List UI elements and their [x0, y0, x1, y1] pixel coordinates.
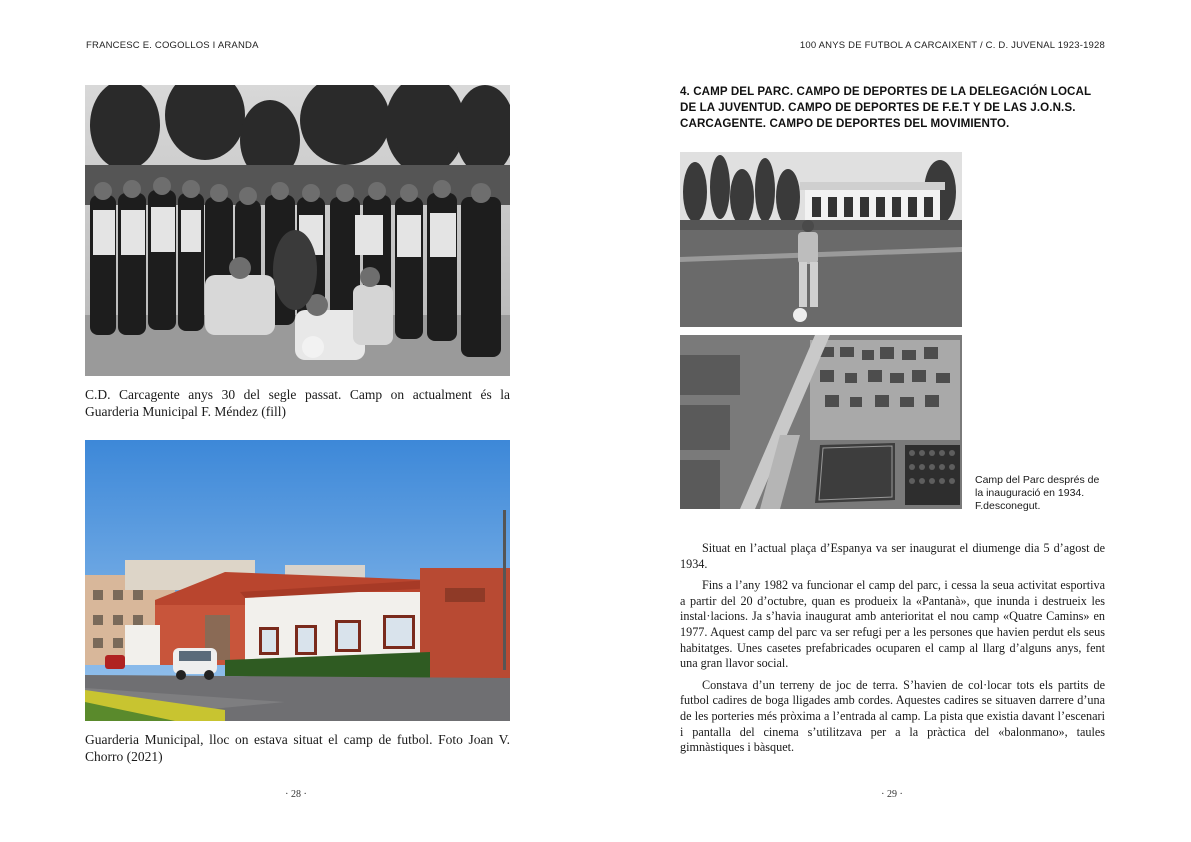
- team-photo-image: [85, 85, 510, 376]
- guarderia-photo-caption: Guarderia Municipal, lloc on estava situat el camp de futbol. Foto Joan V. Chorro (2021): [85, 732, 510, 764]
- paragraph-2: Fins a l’any 1982 va funcionar el camp del parc, i cessa la seua activitat esportiva a partir del 20 d’octubre, quan es produeix la «Pantanà», que inunda i destrueix les instal·lacions. Ja s’havia inaugurat amb anterioritat el nou camp «Quatre Camins» en 1977. Aquest camp del parc va ser refugi per a les persones que havien perdut els seus habitatges. Unes casetes prefabricades ocuparen el camp al llarg d’alguns anys, fent una gran llavor social.: [680, 578, 1105, 671]
- page-number-right: · 29 ·: [881, 789, 903, 800]
- paragraph-3: Constava d’un terreny de joc de terra. S’havien de col·locar tots els partits de futbol cadires de boga lligades amb cordes. Aquestes cadires se situaven darrere d’una de les porteries més pròxima a l’entrada al camp. La pista que existia davant l’escenari i pantalla del cinema s’utilitzava per a la pràctica del «balonmano», taules gimnàstiques i bàsquet.: [680, 677, 1105, 755]
- goalkeeper-photo-image: [680, 152, 962, 327]
- paragraph-1: Situat en l’actual plaça d’Espanya va ser inaugurat el diumenge dia 5 d’agost de 1934.: [680, 541, 1105, 571]
- goalkeeper-photo: [680, 152, 962, 327]
- section-title: 4. CAMP DEL PARC. CAMPO DE DEPORTES DE LA DELEGACIÓN LOCAL DE LA JUVENTUD. CAMPO DE DEPORTES DE F.E.T Y DE LAS J.O.N.S. CARCAGENTE. CAMPO DE DEPORTES DEL MOVIMIENTO.: [680, 85, 1091, 130]
- aerial-photo-image: [680, 335, 962, 509]
- aerial-photo: [680, 335, 962, 509]
- team-photo: [85, 85, 510, 376]
- guarderia-photo-image: [85, 440, 510, 721]
- guarderia-photo: [85, 440, 510, 721]
- right-page: [596, 0, 1191, 842]
- page-number-left: · 28 ·: [285, 789, 307, 800]
- running-head-title: 100 ANYS DE FUTBOL A CARCAIXENT / C. D. JUVENAL 1923-1928: [799, 40, 1105, 51]
- aerial-photo-caption: Camp del Parc després de la inauguració en 1934. F.desconegut.: [975, 474, 1100, 512]
- team-photo-caption: C.D. Carcagente anys 30 del segle passat. Camp on actualment és la Guarderia Municipal F. Méndez (fill): [85, 387, 510, 419]
- running-head-author: FRANCESC E. COGOLLOS I ARANDA: [86, 40, 259, 51]
- left-page: [0, 0, 595, 842]
- body-text: [680, 541, 1105, 762]
